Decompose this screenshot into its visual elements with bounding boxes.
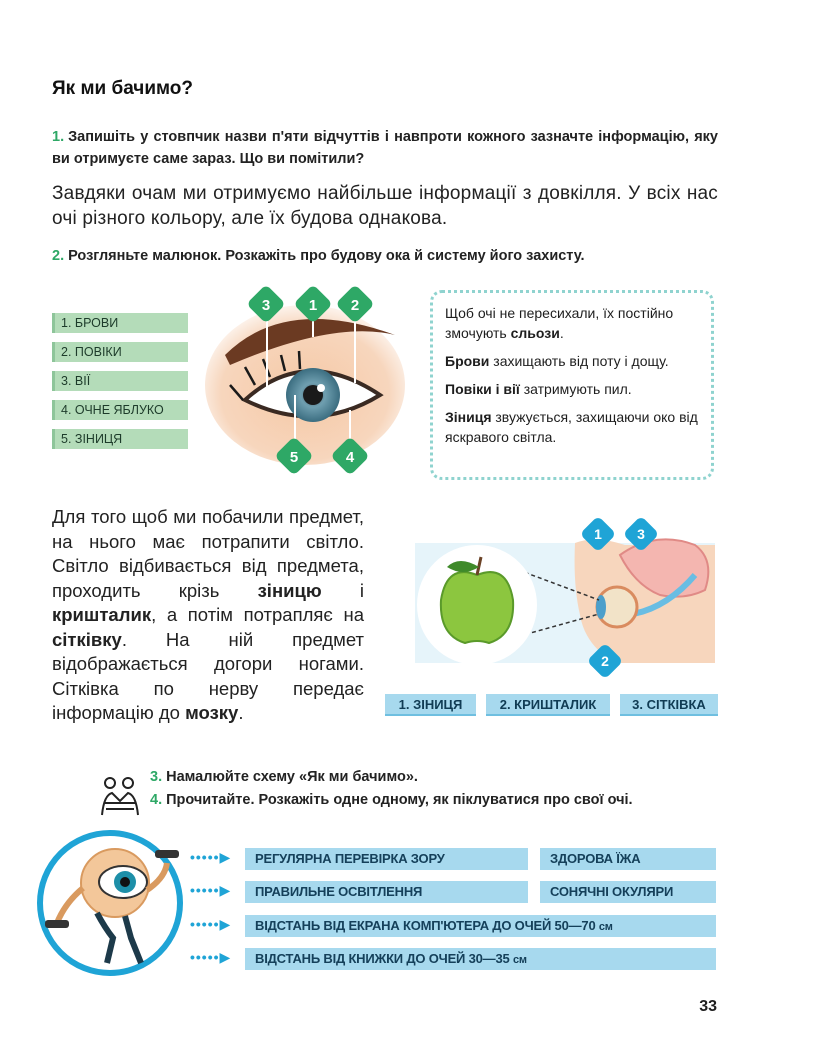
task-1 <box>52 126 718 170</box>
pair-work-icon <box>98 775 142 819</box>
lens-shape <box>596 595 606 619</box>
dotted-arrow-icon: •••••▶ <box>190 916 232 932</box>
eye-protection-info-box <box>430 290 714 480</box>
info-pupil <box>445 407 699 447</box>
care-rule <box>245 915 716 937</box>
task-1-text: Запишіть у стовпчик назви п'яти відчуттів і навпроти кожного зазначте інформацію, яку ви отримуєте саме зараз. Що ви помітили? <box>52 129 718 167</box>
marker-label: 3 <box>637 526 645 542</box>
eye-character-illustration <box>35 828 185 978</box>
care-rule-text: ВІДСТАНЬ ВІД ЕКРАНА КОМП'ЮТЕРА ДО ОЧЕЙ 50—70 <box>255 918 599 933</box>
task-1-number: 1. <box>52 129 65 145</box>
apple-shape <box>441 572 513 643</box>
page-number: 33 <box>699 998 717 1015</box>
care-rule: ПРАВИЛЬНЕ ОСВІТЛЕННЯ <box>245 881 528 903</box>
care-rule-text: ВІДСТАНЬ ВІД КНИЖКИ ДО ОЧЕЙ 30—35 <box>255 951 513 966</box>
marker-label: 5 <box>289 449 299 466</box>
info-text: Щоб очі не пересихали, їх постійно змочують <box>445 305 674 341</box>
vision-diagram <box>395 515 720 690</box>
info-tears <box>445 303 699 343</box>
info-text: звужується, захищаючи око від яскравого світла. <box>445 409 698 445</box>
dumbbell-icon <box>155 850 179 858</box>
glint-shape <box>317 384 325 392</box>
task-2-number: 2. <box>52 248 65 264</box>
vision-bold: кришталик <box>52 604 152 625</box>
marker-label: 1 <box>594 526 602 542</box>
marker-label: 3 <box>261 297 271 314</box>
diagram-label: 2. КРИШТАЛИК <box>486 694 610 716</box>
vision-bold: мозку <box>185 702 239 723</box>
task-3-text: Намалюйте схему «Як ми бачимо». <box>166 769 418 785</box>
vision-text: , а потім потрапляє на <box>151 604 364 625</box>
page-title: Як ми бачимо? <box>52 78 194 99</box>
eye-illustration <box>205 285 420 475</box>
info-text: . <box>559 325 564 341</box>
vision-text: і <box>321 579 364 601</box>
eye-part-label: 1. БРОВИ <box>52 313 188 333</box>
vision-bold: зіницю <box>257 579 322 601</box>
dotted-arrow-icon: •••••▶ <box>190 849 232 865</box>
task-2 <box>52 245 585 267</box>
dumbbell-icon <box>45 920 69 928</box>
care-rule: СОНЯЧНІ ОКУЛЯРИ <box>540 881 716 903</box>
task-3-number: 3. <box>150 769 163 785</box>
eye-part-label: 4. ОЧНЕ ЯБЛУКО <box>52 400 188 420</box>
info-bold: Брови <box>445 353 490 369</box>
info-eyebrows <box>445 351 699 371</box>
info-bold: Повіки і вії <box>445 381 520 397</box>
vision-text: . <box>238 702 244 723</box>
vision-paragraph <box>52 505 364 726</box>
marker-label: 2 <box>601 653 609 669</box>
info-bold: Зіниця <box>445 409 492 425</box>
marker-label: 1 <box>308 297 318 314</box>
dotted-arrow-icon: •••••▶ <box>190 882 232 898</box>
care-rule: РЕГУЛЯРНА ПЕРЕВІРКА ЗОРУ <box>245 848 528 870</box>
care-rule <box>245 948 716 970</box>
dotted-arrow-icon: •••••▶ <box>190 949 232 965</box>
care-rule: ЗДОРОВА ЇЖА <box>540 848 716 870</box>
eye-part-label: 2. ПОВІКИ <box>52 342 188 362</box>
marker-label: 2 <box>350 297 360 314</box>
info-bold: сльози <box>510 325 560 341</box>
info-text: захищають від поту і дощу. <box>489 353 669 369</box>
vision-text: . На ній предмет відображається догори ногами. Сітківка по нерву передає інформацію до <box>52 628 364 723</box>
task-4-text: Прочитайте. Розкажіть одне одному, як піклуватися про свої очі. <box>166 792 633 808</box>
diagram-label: 3. СІТКІВКА <box>620 694 718 716</box>
eye-part-label: 5. ЗІНИЦЯ <box>52 429 188 449</box>
intro-paragraph: Завдяки очам ми отримуємо найбільше інформації з довкілля. У всіх нас очі різного кольору, але їх будова однакова. <box>52 183 718 229</box>
care-rule-unit: см <box>512 954 527 966</box>
info-eyelids <box>445 379 699 399</box>
vision-text: Для того щоб ми побачили предмет, на нього має потрапити світло. Світло відбивається від предмета, проходить крізь <box>52 506 364 601</box>
diagram-label: 1. ЗІНИЦЯ <box>385 694 476 716</box>
care-rule-unit: см <box>598 921 613 933</box>
task-3 <box>150 766 418 788</box>
vision-bold: сітківку <box>52 628 122 650</box>
info-text: затримують пил. <box>519 381 632 397</box>
task-4-number: 4. <box>150 792 163 808</box>
task-4 <box>150 789 633 811</box>
task-2-text: Розгляньте малюнок. Розкажіть про будову ока й систему його захисту. <box>68 248 585 264</box>
marker-label: 4 <box>345 449 355 466</box>
character-pupil-shape <box>120 877 130 887</box>
eye-part-label: 3. ВІЇ <box>52 371 188 391</box>
